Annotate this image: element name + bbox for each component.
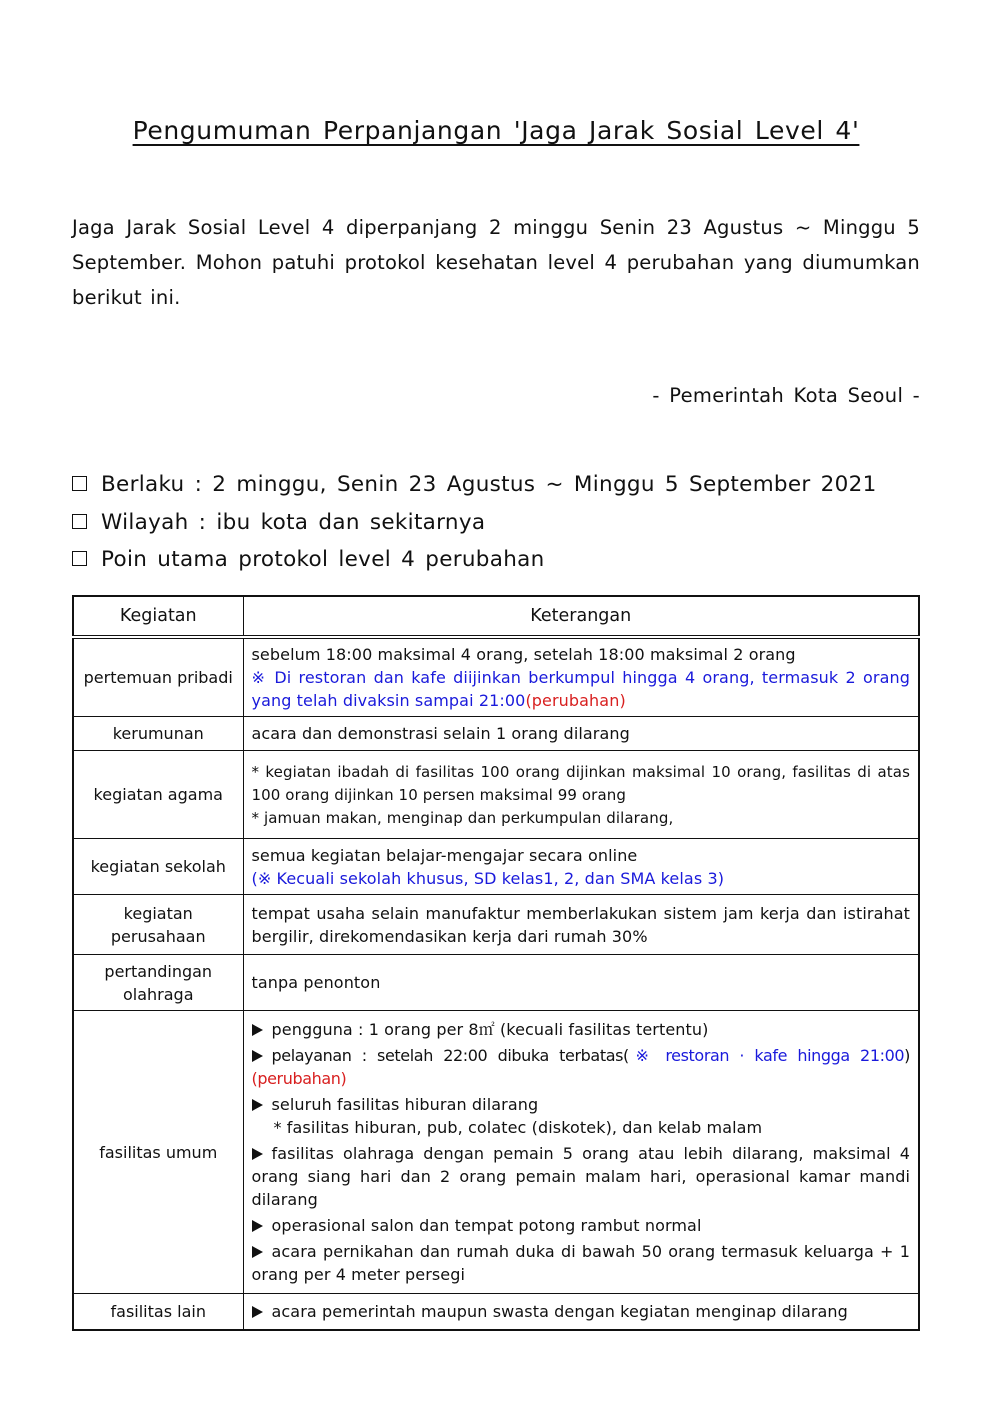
summary-item-period: [72, 466, 920, 504]
rule-note: (※ Kecuali sekolah khusus, SD kelas1, 2, dan SMA kelas 3): [251, 868, 725, 888]
rule-note: ※ Di restoran dan kafe diijinkan berkumpul hingga 4 orang, termasuk 2 orang yang telah divaksin sampai 21:00: [251, 668, 910, 710]
rules-table: [72, 595, 920, 1331]
table-row: [73, 751, 919, 839]
activity-cell: fasilitas lain: [73, 1294, 243, 1330]
table-row: [73, 839, 919, 895]
triangle-bullet-icon: [252, 1246, 263, 1258]
triangle-bullet-icon: [252, 1099, 263, 1111]
triangle-bullet-icon: [252, 1050, 263, 1062]
rule-text: * jamuan makan, menginap dan perkumpulan dilarang,: [251, 808, 674, 827]
rule-bullet: [252, 1142, 911, 1211]
rule-bullet: [252, 1044, 911, 1090]
description-cell: [243, 1011, 919, 1294]
rule-bullet: [252, 1214, 911, 1237]
activity-cell: kegiatan agama: [73, 751, 243, 839]
rule-subtext: * fasilitas hiburan, pub, colatec (diskotek), dan kelab malam: [273, 1118, 763, 1137]
table-row: [73, 1011, 919, 1294]
change-tag: (perubahan): [525, 691, 626, 710]
summary-text: Berlaku : 2 minggu, Senin 23 Agustus ~ Minggu 5 September 2021: [101, 472, 877, 497]
table-row: [73, 895, 919, 955]
rule-bullet: [252, 1302, 848, 1321]
table-row: [73, 637, 919, 717]
table-header-row: [73, 596, 919, 637]
checkbox-icon: [72, 514, 87, 529]
page-title-text: Pengumuman Perpanjangan 'Jaga Jarak Sosial Level 4': [132, 116, 860, 145]
rule-bullet: [252, 1093, 911, 1139]
rule-text: fasilitas olahraga dengan pemain 5 orang atau lebih dilarang, maksimal 4 orang siang hari dan 2 orang pemain malam hari, operasional kamar mandi dilarang: [251, 1144, 910, 1209]
rule-text: acara dan demonstrasi selain 1 orang dilarang: [251, 724, 630, 743]
description-cell: [243, 637, 919, 717]
rule-text: tanpa penonton: [251, 973, 381, 992]
activity-cell: pertemuan pribadi: [73, 637, 243, 717]
rule-note: ※ restoran · kafe hingga 21:00: [628, 1046, 905, 1065]
rule-text: semua kegiatan belajar-mengajar secara online: [251, 845, 638, 865]
triangle-bullet-icon: [252, 1148, 263, 1160]
activity-cell: fasilitas umum: [73, 1011, 243, 1294]
page-title: [0, 116, 992, 145]
checkbox-icon: [72, 551, 87, 566]
rule-text: seluruh fasilitas hiburan dilarang: [271, 1095, 539, 1114]
table-row: [73, 717, 919, 751]
rule-text: operasional salon dan tempat potong rambut normal: [271, 1216, 702, 1235]
rule-text: * kegiatan ibadah di fasilitas 100 orang dijinkan maksimal 10 orang, fasilitas di atas 100 orang dijinkan 10 persen maksimal 99 orang: [251, 762, 910, 804]
description-cell: [243, 717, 919, 751]
activity-cell: pertandingan olahraga: [73, 955, 243, 1011]
checkbox-icon: [72, 476, 87, 491]
table-row: [73, 955, 919, 1011]
triangle-bullet-icon: [252, 1220, 263, 1232]
table-row: [73, 1294, 919, 1330]
author-signature: - Pemerintah Kota Seoul -: [652, 384, 920, 407]
change-tag: (perubahan): [251, 1069, 347, 1088]
rule-text: sebelum 18:00 maksimal 4 orang, setelah 18:00 maksimal 2 orang: [251, 645, 796, 664]
activity-cell: kegiatan sekolah: [73, 839, 243, 895]
header-description: Keterangan: [243, 596, 919, 637]
description-cell: [243, 751, 919, 839]
rule-text: tempat usaha selain manufaktur memberlakukan sistem jam kerja dan istirahat bergilir, direkomendasikan kerja dari rumah 30%: [251, 903, 910, 946]
triangle-bullet-icon: [252, 1024, 263, 1036]
description-cell: [243, 1294, 919, 1330]
activity-cell: kegiatan perusahaan: [73, 895, 243, 955]
description-cell: [243, 839, 919, 895]
description-cell: [243, 955, 919, 1011]
rule-bullet: [252, 1018, 911, 1041]
rule-text: acara pemerintah maupun swasta dengan kegiatan menginap dilarang: [271, 1301, 848, 1321]
rule-text: ): [904, 1046, 910, 1065]
description-cell: [243, 895, 919, 955]
rule-text: acara pernikahan dan rumah duka di bawah 50 orang termasuk keluarga + 1 orang per 4 meter persegi: [251, 1242, 910, 1284]
rule-text: pengguna : 1 orang per 8㎡ (kecuali fasilitas tertentu): [271, 1020, 709, 1039]
intro-paragraph: Jaga Jarak Sosial Level 4 diperpanjang 2 minggu Senin 23 Agustus ~ Minggu 5 September. Mohon patuhi protokol kesehatan level 4 perubahan yang diumumkan berikut ini.: [72, 216, 920, 309]
header-activity: Kegiatan: [73, 596, 243, 637]
rule-text: pelayanan : setelah 22:00 dibuka terbatas(: [271, 1046, 629, 1065]
summary-text: Wilayah : ibu kota dan sekitarnya: [101, 509, 486, 535]
summary-item-region: [72, 504, 920, 542]
triangle-bullet-icon: [252, 1306, 263, 1318]
summary-item-points: [72, 541, 920, 579]
summary-list: [72, 466, 920, 579]
summary-text: Poin utama protokol level 4 perubahan: [101, 547, 545, 572]
activity-cell: kerumunan: [73, 717, 243, 751]
rule-bullet: [252, 1240, 911, 1286]
